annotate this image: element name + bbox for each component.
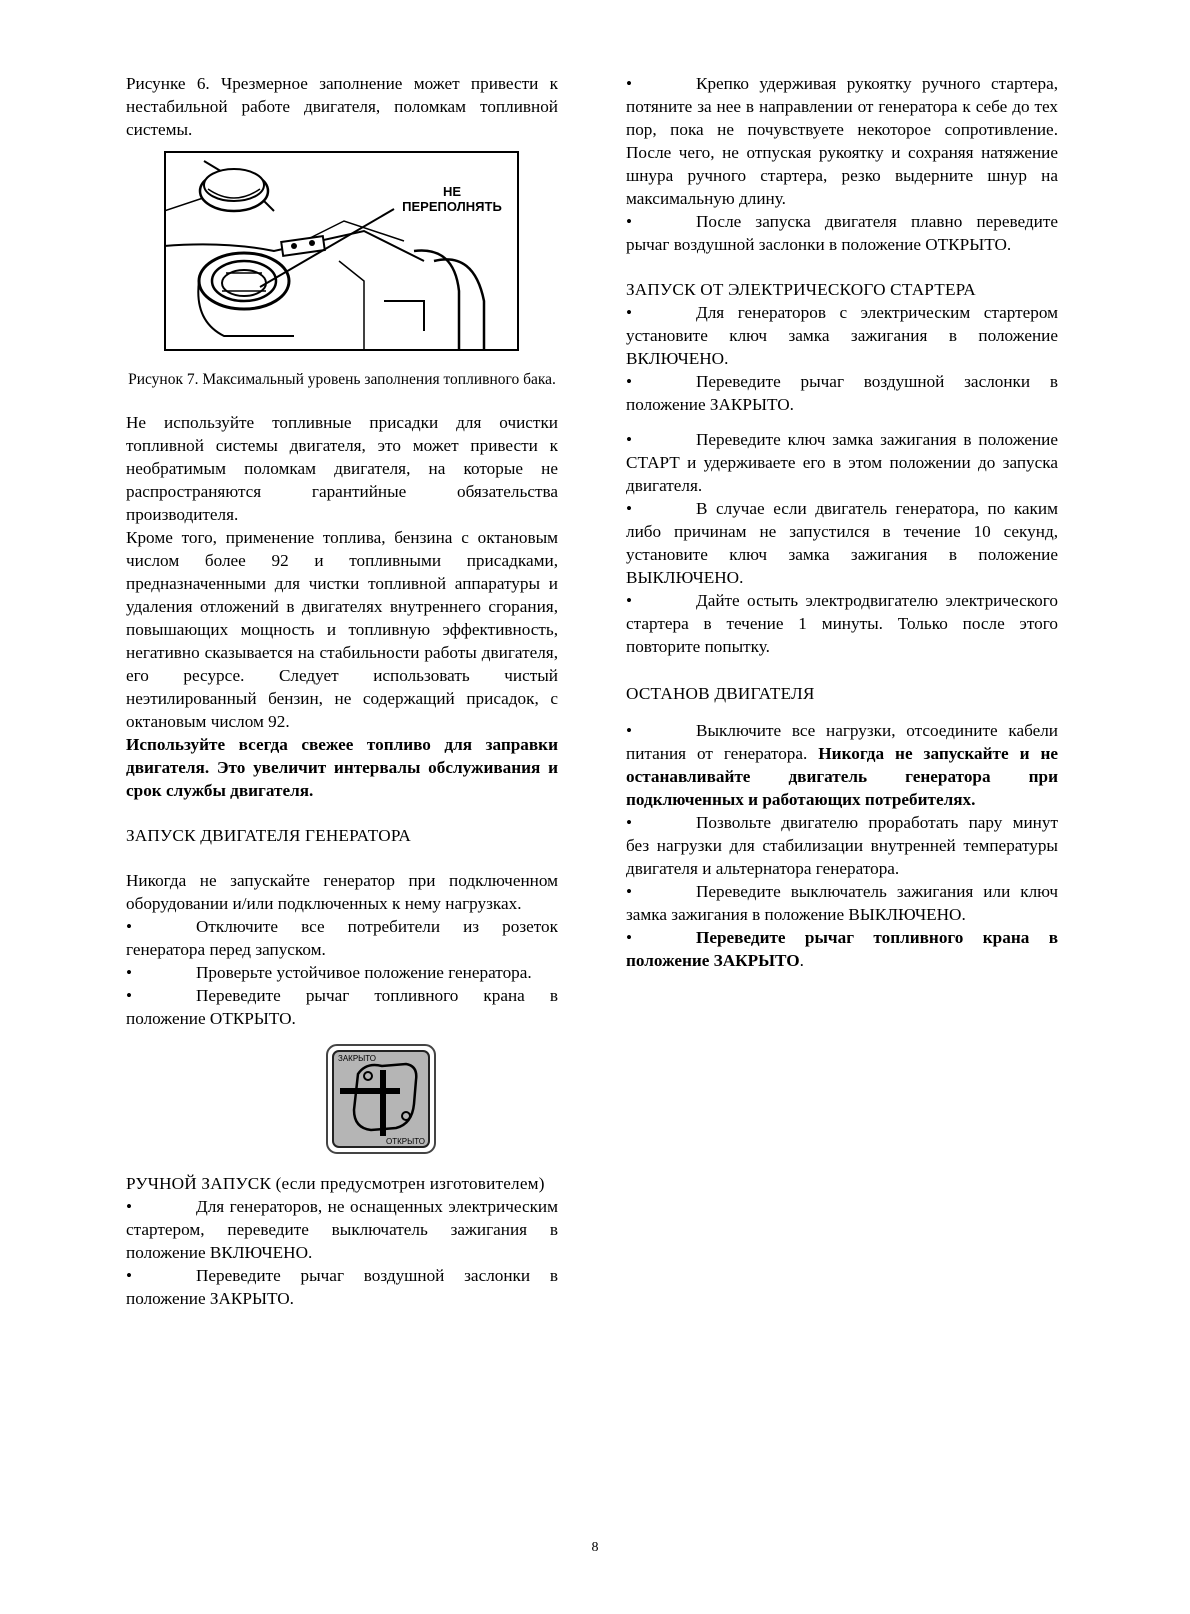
list-item: • Переведите ключ замка зажигания в положение СТАРТ и удерживаете его в этом положении до запуска двигателя. [626,428,1058,497]
list-item: • Переведите рычаг воздушной заслонки в положение ЗАКРЫТО. [626,370,1058,416]
list-item: • Переведите выключатель зажигания или ключ замка зажигания в положение ВЫКЛЮЧЕНО. [626,880,1058,926]
page-number: 8 [591,1540,599,1555]
close-valve-text: Переведите рычаг топливного крана в положение ЗАКРЫТО [626,928,1058,970]
heading-engine-stop: ОСТАНОВ ДВИГАТЕЛЯ [626,684,815,703]
list-item [626,719,1058,811]
list-item: • Переведите рычаг топливного крана в положение ОТКРЫТО. [126,984,558,1030]
overfill-label-line1: НЕ [442,184,462,199]
intro-paragraph: Рисунке 6. Чрезмерное заполнение может привести к нестабильной работе двигателя, поломкам топливной системы. [126,74,558,139]
list-item: • После запуска двигателя плавно переведите рычаг воздушной заслонки в положение ОТКРЫТО. [626,210,1058,256]
list-item [626,926,1058,972]
list-item: • Переведите рычаг воздушной заслонки в положение ЗАКРЫТО. [126,1264,558,1310]
list-item: • Для генераторов с электрическим стартером установите ключ замка зажигания в положение ВКЛЮЧЕНО. [626,301,1058,370]
fuel-paragraph: Кроме того, применение топлива, бензина с октановым числом более 92 и топливными присадками, предназначенными для чистки топливной аппаратуры и удаления отложений в двигателях внутреннего сгорания, повышающих мощность и топливную эффективность, негативно сказывается на стабильности работы двигателя, его ресурсе. Следует использовать чистый неэтилированный бензин, не содержащий присадок, с октановым числом 92. [126,528,558,731]
heading-engine-start: ЗАПУСК ДВИГАТЕЛЯ ГЕНЕРАТОРА [126,826,412,845]
additives-paragraph: Не используйте топливные присадки для очистки топливной системы двигателя, это может привести к необратимым поломкам двигателя, на которые не распространяются гарантийные обязательства производителя. [126,413,558,524]
stop-item-warning: Никогда не запускайте и не останавливайте двигатель генератора при подключенных и работающих потребителях. [626,744,1058,809]
never-start-paragraph: Никогда не запускайте генератор при подключенном оборудовании и/или подключенных к нему нагрузках. [126,871,558,913]
overfill-label-line2: ПЕРЕПОЛНЯТЬ [402,199,502,214]
list-item: • Позвольте двигателю проработать пару минут без нагрузки для стабилизации внутренней температуры двигателя и альтернатора генератора. [626,811,1058,880]
list-item: • Для генераторов, не оснащенных электрическим стартером, переведите выключатель зажигания в положение ВКЛЮЧЕНО. [126,1195,558,1264]
list-item: • Проверьте устойчивое положение генератора. [126,961,558,984]
valve-label-open: ОТКРЫТО [386,1137,425,1146]
left-column [126,72,558,1310]
fuel-valve-figure [326,1044,436,1154]
right-column [626,72,1058,972]
heading-electric-start: ЗАПУСК ОТ ЭЛЕКТРИЧЕСКОГО СТАРТЕРА [626,280,976,299]
fuel-tank-figure [164,151,519,351]
close-valve-period: . [799,951,804,970]
valve-label-closed: ЗАКРЫТО [338,1054,376,1063]
heading-manual-start: РУЧНОЙ ЗАПУСК (если предусмотрен изготовителем) [126,1174,545,1193]
figure7-caption: Рисунок 7. Максимальный уровень заполнения топливного бака. [128,371,556,388]
fresh-fuel-paragraph: Используйте всегда свежее топливо для заправки двигателя. Это увеличит интервалы обслуживания и срок службы двигателя. [126,735,558,800]
stop-item-text: Выключите все нагрузки, отсоедините кабели питания от генератора. [626,721,1058,763]
list-item: • Отключите все потребители из розеток генератора перед запуском. [126,915,558,961]
list-item: • Дайте остыть электродвигателю электрического стартера в течение 1 минуты. Только после этого повторите попытку. [626,589,1058,658]
list-item: • В случае если двигатель генератора, по каким либо причинам не запустился в течение 10 секунд, установите ключ замка зажигания в положение ВЫКЛЮЧЕНО. [626,497,1058,589]
list-item: • Крепко удерживая рукоятку ручного стартера, потяните за нее в направлении от генератора к себе до тех пор, пока не почувствуете некоторое сопротивление. После чего, не отпуская рукоятку и сохраняя натяжение шнура ручного стартера, резко выдерните шнур на максимальную длину. [626,72,1058,210]
